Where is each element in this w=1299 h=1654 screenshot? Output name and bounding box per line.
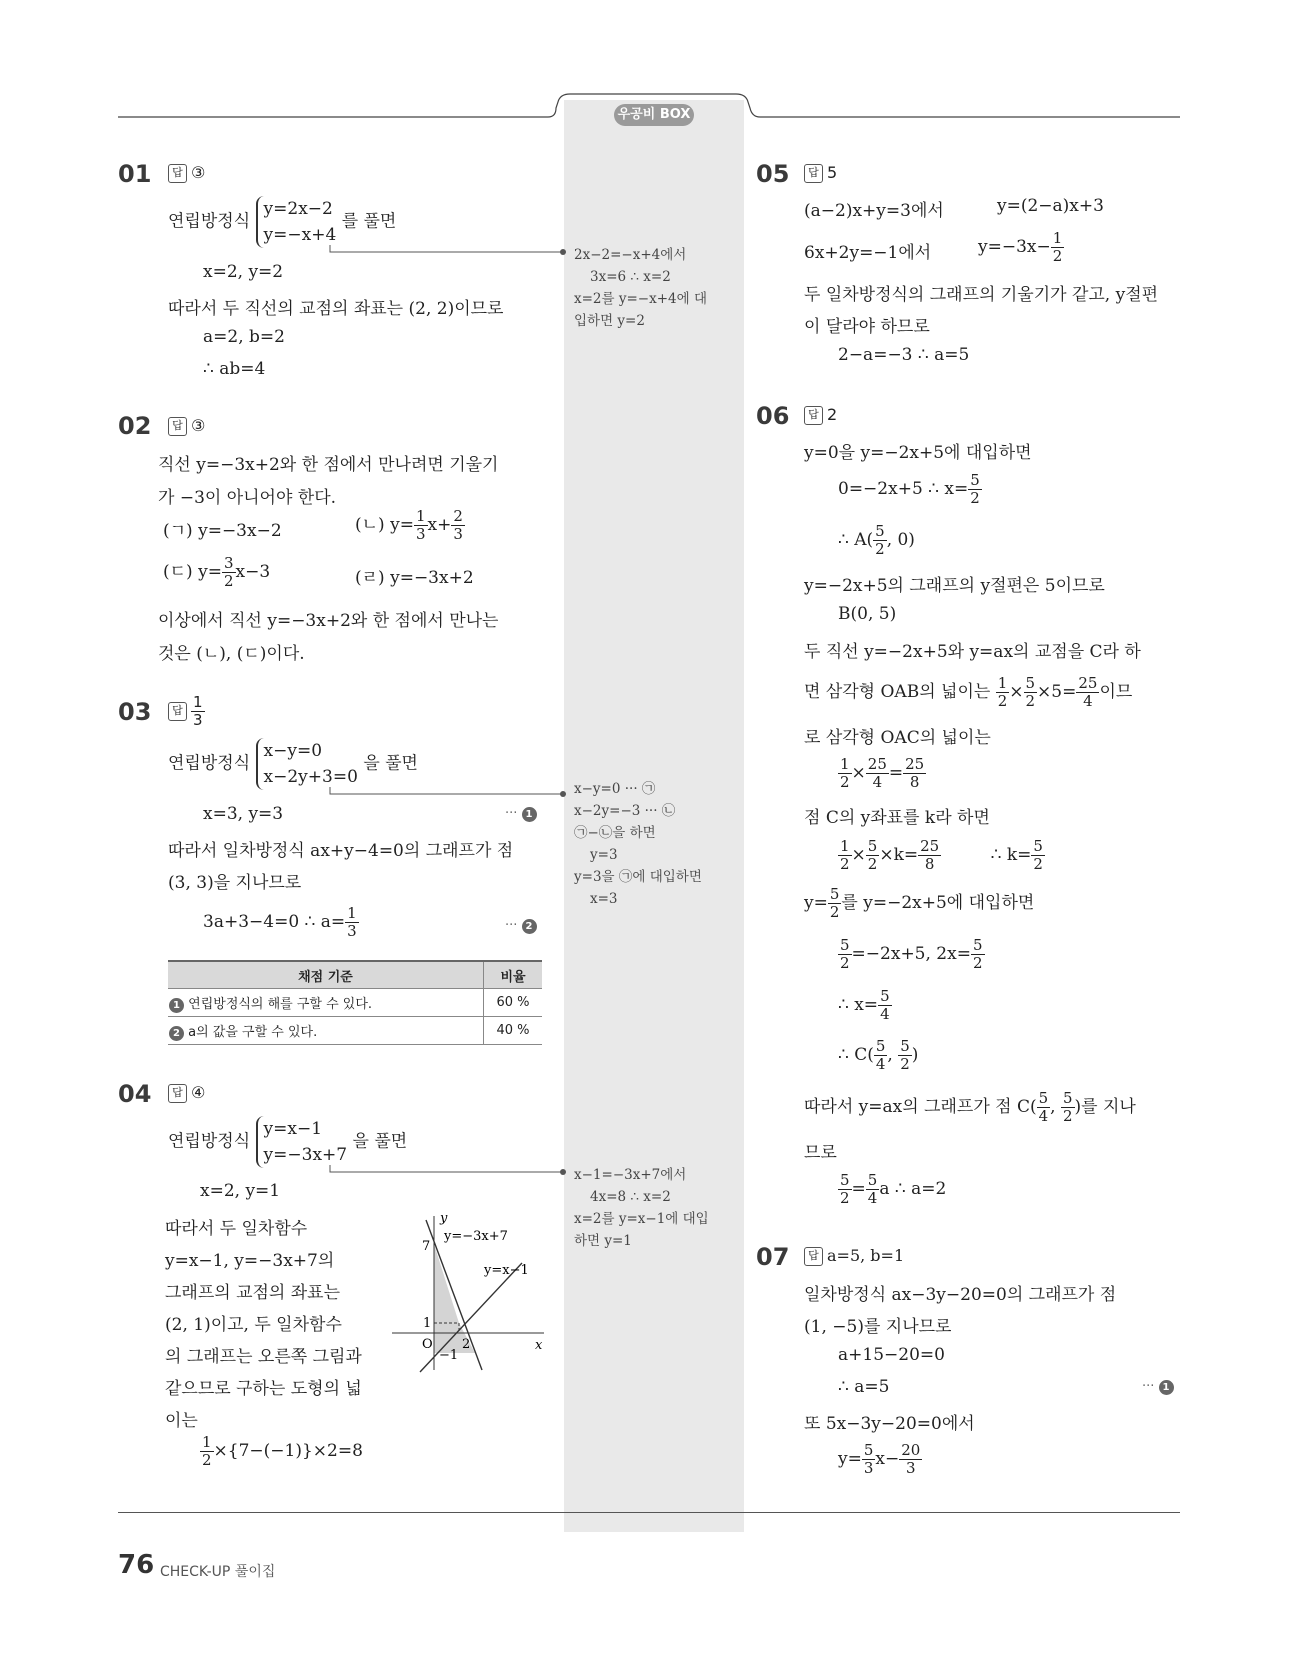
solution-line: 이 달라야 하므로 — [804, 317, 930, 337]
y-axis-label: y — [440, 1211, 448, 1226]
solution-line: ∴ A( $\frac{5}{2}$ , 0) — [838, 522, 915, 558]
problem-number: 07 — [756, 1243, 790, 1271]
answer-badge: 답 — [804, 1247, 823, 1266]
solution-line: 따라서 두 직선의 교점의 좌표는 (2, 2)이므로 — [168, 299, 504, 319]
tick-label: −1 — [439, 1348, 459, 1363]
solution-line: 따라서 일차방정식 ax+y−4=0의 그래프가 점 — [168, 841, 514, 861]
choice: (ㄴ) y= $\frac{1}{3}$ x+ $\frac{2}{3}$ — [355, 507, 463, 543]
problem-number: 02 — [118, 412, 152, 440]
problem-number: 05 — [756, 160, 790, 188]
book-title: CHECK-UP 풀이집 — [160, 1564, 276, 1580]
side-note: 2x−2=−x+4에서 3x=6 ∴ x=2 x=2를 y=−x+4에 대 입하면 y=2 — [574, 247, 707, 329]
solution-line: 이상에서 직선 y=−3x+2와 한 점에서 만나는 — [158, 611, 499, 631]
solution-line: 로 삼각형 OAC의 넓이는 — [804, 728, 991, 748]
answer-value: 2 — [827, 405, 838, 424]
line-label: y=x−1 — [484, 1263, 529, 1278]
solution-line: x=2, y=2 — [203, 262, 284, 282]
tick-label: 1 — [423, 1316, 432, 1331]
answer-value: 5 — [827, 163, 838, 182]
solution-line: 것은 (ㄴ), (ㄷ)이다. — [158, 644, 305, 664]
side-note: x−1=−3x+7에서 4x=8 ∴ x=2 x=2를 y=x−1에 대입 하면 y=1 — [574, 1167, 709, 1249]
answer-badge: 답 — [804, 406, 823, 425]
solution-line: $\frac{1}{2}$ × $\frac{5}{2}$ ×k= $\frac{25}{8}$ ∴ k= $\frac{5}{2}$ — [840, 837, 1043, 873]
solution-line: a+15−20=0 — [838, 1345, 945, 1365]
solution-line: ∴ C( $\frac{5}{4}$ , $\frac{5}{2}$ ) — [838, 1037, 919, 1073]
answer-badge: 답 — [168, 417, 187, 436]
solution-line: $\frac{5}{2}$ = $\frac{5}{4}$ a ∴ a=2 — [840, 1171, 947, 1207]
solution-line: y= $\frac{5}{2}$ 를 y=−2x+5에 대입하면 — [804, 885, 1035, 921]
solution-line: 가 −3이 아니어야 한다. — [158, 488, 337, 508]
score-mark: ··· 1 — [505, 806, 537, 822]
side-note: x−y=0 ··· ㉠ x−2y=−3 ··· ㉡ ㉠−㉡을 하면 y=3 y=3을 ㉠에 대입하면 x=3 — [574, 781, 702, 907]
solution-line: 2−a=−3 ∴ a=5 — [838, 345, 970, 365]
answer-value: $\frac{1}{3}$ — [193, 693, 203, 729]
answer-line — [804, 163, 837, 183]
system-equation: 연립방정식 x−y=0 x−2y+3=0 을 풀면 — [168, 738, 418, 790]
answer-value: ④ — [191, 1083, 206, 1102]
solution-line: x=2, y=1 — [200, 1181, 281, 1201]
answer-badge: 답 — [168, 164, 187, 183]
origin-label: O — [422, 1337, 433, 1352]
line-graph — [392, 1208, 552, 1373]
answer-badge: 답 — [168, 1084, 187, 1103]
solution-line: $\frac{1}{2}$ × $\frac{25}{4}$ = $\frac{25}{8}$ — [840, 755, 925, 791]
solution-line: ∴ ab=4 — [203, 359, 266, 379]
solution-line: y=−2x+5의 그래프의 y절편은 5이므로 — [804, 576, 1105, 596]
problem-number: 01 — [118, 160, 152, 188]
answer-line — [804, 405, 837, 425]
solution-line: (a−2)x+y=3에서 — [804, 201, 944, 221]
solution-line: $\frac{5}{2}$ =−2x+5, 2x= $\frac{5}{2}$ — [840, 936, 983, 972]
solution-line: 직선 y=−3x+2와 한 점에서 만나려면 기울기 — [158, 455, 499, 475]
solution-line: 일차방정식 ax−3y−20=0의 그래프가 점 — [804, 1285, 1117, 1305]
solution-line: 3a+3−4=0 ∴ a= $\frac{1}{3}$ — [203, 904, 357, 940]
problem-number: 04 — [118, 1080, 152, 1108]
problem-number: 06 — [756, 402, 790, 430]
choice: (ㄷ) y= $\frac{3}{2}$ x−3 — [163, 554, 271, 590]
solution-line: 므로 — [804, 1143, 837, 1163]
solution-line: 두 직선 y=−2x+5와 y=ax의 교점을 C라 하 — [804, 642, 1141, 662]
answer-badge: 답 — [168, 702, 187, 721]
system-equation: 연립방정식 y=x−1 y=−3x+7 을 풀면 — [168, 1116, 407, 1168]
footer-rule — [118, 1512, 1180, 1513]
solution-line: x=3, y=3 — [203, 804, 284, 824]
answer-line — [804, 1246, 904, 1266]
solution-line: y=(2−a)x+3 — [997, 196, 1104, 216]
answer-line — [168, 1083, 205, 1103]
answer-badge: 답 — [804, 164, 823, 183]
score-mark: ··· 1 — [1142, 1379, 1174, 1395]
solution-line: 또 5x−3y−20=0에서 — [804, 1414, 975, 1434]
choice: (ㄹ) y=−3x+2 — [355, 568, 474, 588]
box-label: 우공비 BOX — [614, 104, 694, 126]
answer-value: ③ — [191, 163, 206, 182]
answer-line — [168, 416, 205, 436]
solution-line: ∴ a=5 — [838, 1377, 890, 1397]
solution-line: (3, 3)을 지나므로 — [168, 873, 302, 893]
answer-line — [168, 694, 205, 729]
solution-line: 점 C의 y좌표를 k라 하면 — [804, 808, 990, 828]
solution-line: $\frac{1}{2}$ ×{7−(−1)}×2=8 — [202, 1433, 363, 1469]
grading-table: 채점 기준 비율 1 연립방정식의 해를 구할 수 있다. 60 % 2 a의 값을 구할 수 있다. 40 % — [168, 960, 542, 1045]
solution-line: 면 삼각형 OAB의 넓이는 $\frac{1}{2}$ × $\frac{5}{2}$ ×5= $\frac{25}{4}$ 이므 — [804, 674, 1133, 710]
solution-line: y= $\frac{5}{3}$ x− $\frac{20}{3}$ — [838, 1441, 921, 1477]
tick-label: 2 — [462, 1337, 471, 1352]
answer-line — [168, 163, 205, 183]
solution-line: 0=−2x+5 ∴ x= $\frac{5}{2}$ — [838, 471, 980, 507]
leader-line — [260, 244, 570, 258]
answer-value: ③ — [191, 416, 206, 435]
x-axis-label: x — [535, 1338, 543, 1353]
solution-line: 따라서 y=ax의 그래프가 점 C( $\frac{5}{4}$ , $\frac{5}{2}$ )를 지나 — [804, 1089, 1136, 1125]
solution-line: y=−3x− $\frac{1}{2}$ — [978, 229, 1063, 265]
solution-line: a=2, b=2 — [203, 327, 285, 347]
solution-line: B(0, 5) — [838, 604, 897, 624]
solution-line: (1, −5)를 지나므로 — [804, 1317, 952, 1337]
leader-line — [260, 1164, 570, 1178]
leader-line — [260, 786, 570, 800]
line-label: y=−3x+7 — [444, 1229, 508, 1244]
solution-line: y=0을 y=−2x+5에 대입하면 — [804, 443, 1032, 463]
tick-label: 7 — [422, 1239, 431, 1254]
answer-value: a=5, b=1 — [827, 1246, 905, 1265]
problem-number: 03 — [118, 698, 152, 726]
score-mark: ··· 2 — [505, 918, 537, 934]
system-equation: 연립방정식 y=2x−2 y=−x+4 를 풀면 — [168, 196, 396, 248]
solution-line: 6x+2y=−1에서 — [804, 243, 932, 263]
solution-paragraph: 따라서 두 일차함수 y=x−1, y=−3x+7의 그래프의 교점의 좌표는 (2, 1)이고, 두 일차함수 의 그래프는 오른쪽 그림과 같으므로 구하는 도형의 넓 이는 — [165, 1219, 362, 1431]
page-number: 76 — [118, 1550, 155, 1580]
choice: (ㄱ) y=−3x−2 — [163, 521, 282, 541]
solution-line: 두 일차방정식의 그래프의 기울기가 같고, y절편 — [804, 285, 1159, 305]
solution-line: ∴ x= $\frac{5}{4}$ — [838, 987, 890, 1023]
